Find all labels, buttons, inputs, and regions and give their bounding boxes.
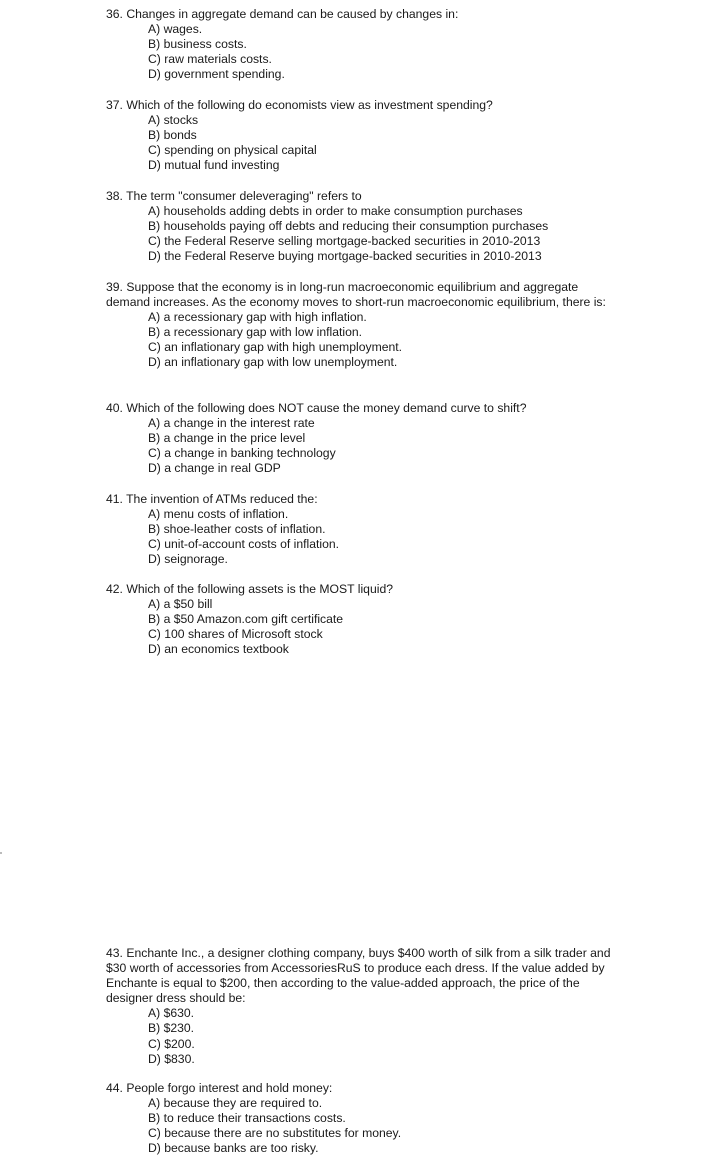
- question-stem: 42. Which of the following assets is the MOST liquid?: [106, 582, 393, 596]
- answer-option-a: A) a recessionary gap with high inflation.: [148, 310, 367, 325]
- answer-option-a: A) because they are required to.: [148, 1096, 323, 1111]
- question-37: [106, 98, 616, 173]
- answer-options: [106, 310, 616, 370]
- question-stem: 40. Which of the following does NOT cause the money demand curve to shift?: [106, 401, 527, 415]
- answer-option-b: B) shoe-leather costs of inflation.: [148, 522, 326, 537]
- answer-option-d: D) government spending.: [148, 67, 285, 82]
- answer-option-d: D) a change in real GDP: [148, 461, 281, 476]
- question-39: [106, 280, 616, 371]
- question-36: [106, 7, 616, 82]
- question-stem: 43. Enchante Inc., a designer clothing company, buys $400 worth of silk from a silk trader and $30 worth of accessories from AccessoriesRuS to produce each dress. If the value added by Enchante is equal to $200, then according to the value-added approach, the price of the designer dress should be:: [106, 946, 611, 1006]
- answer-option-c: C) spending on physical capital: [148, 143, 317, 158]
- answer-option-a: A) households adding debts in order to make consumption purchases: [148, 204, 523, 219]
- question-stem: 38. The term "consumer deleveraging" refers to: [106, 189, 362, 203]
- answer-option-b: B) a change in the price level: [148, 431, 306, 446]
- answer-option-b: B) a $50 Amazon.com gift certificate: [148, 612, 344, 627]
- answer-options: [106, 22, 616, 82]
- question-stem: 39. Suppose that the economy is in long-run macroeconomic equilibrium and aggregate demand increases. As the economy moves to short-run macroeconomic equilibrium, there is:: [106, 280, 606, 310]
- question-stem: 37. Which of the following do economists view as investment spending?: [106, 98, 493, 112]
- answer-option-a: A) stocks: [148, 113, 199, 128]
- answer-option-b: B) to reduce their transactions costs.: [148, 1111, 346, 1126]
- margin-mark: [0, 852, 2, 854]
- answer-option-c: C) $200.: [148, 1036, 195, 1051]
- answer-option-b: B) bonds: [148, 128, 197, 143]
- answer-options: [106, 507, 616, 567]
- answer-option-b: B) a recessionary gap with low inflation.: [148, 325, 363, 340]
- answer-option-a: A) menu costs of inflation.: [148, 507, 289, 522]
- answer-option-c: C) an inflationary gap with high unemployment.: [148, 340, 403, 355]
- answer-option-c: C) because there are no substitutes for money.: [148, 1126, 402, 1141]
- question-42: [106, 582, 616, 657]
- answer-option-b: B) $230.: [148, 1021, 195, 1036]
- answer-option-d: D) $830.: [148, 1051, 195, 1066]
- answer-options: [106, 1096, 616, 1156]
- question-40: [106, 401, 616, 476]
- answer-option-d: D) seignorage.: [148, 552, 228, 567]
- answer-option-b: B) business costs.: [148, 37, 247, 52]
- answer-options: [106, 1006, 616, 1066]
- answer-option-d: D) the Federal Reserve buying mortgage-backed securities in 2010-2013: [148, 249, 542, 264]
- question-38: [106, 189, 616, 264]
- question-stem: 36. Changes in aggregate demand can be caused by changes in:: [106, 7, 459, 21]
- question-stem: 44. People forgo interest and hold money:: [106, 1081, 333, 1095]
- question-43: [106, 946, 616, 1067]
- answer-option-a: A) a change in the interest rate: [148, 416, 315, 431]
- answer-option-d: D) an inflationary gap with low unemployment.: [148, 355, 398, 370]
- answer-option-c: C) a change in banking technology: [148, 446, 336, 461]
- answer-options: [106, 597, 616, 657]
- question-stem: 41. The invention of ATMs reduced the:: [106, 492, 318, 506]
- question-44: [106, 1081, 616, 1156]
- answer-option-d: D) mutual fund investing: [148, 158, 280, 173]
- answer-option-d: D) because banks are too risky.: [148, 1141, 319, 1156]
- answer-options: [106, 416, 616, 476]
- answer-option-c: C) unit-of-account costs of inflation.: [148, 537, 340, 552]
- answer-option-a: A) a $50 bill: [148, 597, 213, 612]
- answer-option-c: C) the Federal Reserve selling mortgage-backed securities in 2010-2013: [148, 234, 541, 249]
- answer-option-c: C) raw materials costs.: [148, 52, 272, 67]
- answer-option-c: C) 100 shares of Microsoft stock: [148, 627, 323, 642]
- answer-option-a: A) $630.: [148, 1006, 195, 1021]
- answer-option-d: D) an economics textbook: [148, 642, 289, 657]
- answer-options: [106, 204, 616, 264]
- question-41: [106, 492, 616, 567]
- answer-option-b: B) households paying off debts and reducing their consumption purchases: [148, 219, 549, 234]
- answer-options: [106, 113, 616, 173]
- answer-option-a: A) wages.: [148, 22, 203, 37]
